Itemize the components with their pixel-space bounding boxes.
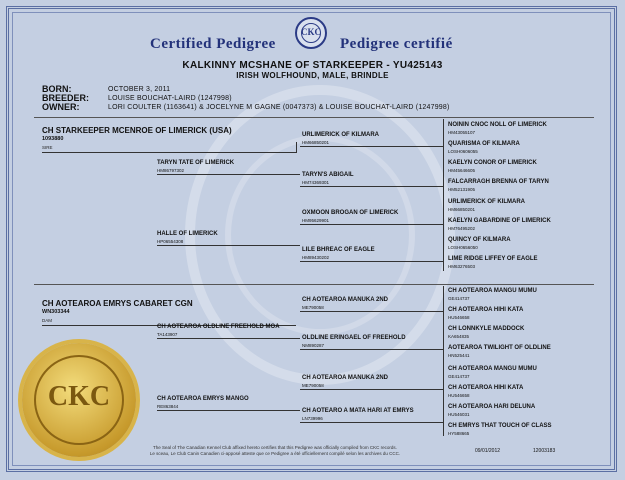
dam-gen4-3: CH LONNKYLE MADDOCK KA654835 [448, 326, 525, 339]
born-value: OCTOBER 3, 2011 [108, 86, 171, 93]
sire-sire: TARYN TATE OF LIMERICK HM86797302 [157, 160, 235, 173]
breeder-label: BREEDER: [42, 93, 90, 103]
sire-gen3-4: LILE BHREAC OF EAGLE HM89430202 [302, 247, 375, 260]
dam-sire: CH AOTEAROA OLDLINE FREEHOLD MOA TA143907 [157, 324, 280, 337]
dam-gen4-6: CH AOTEAROA HIHI KATA HU546658 [448, 385, 524, 398]
breeder-value: LOUISE BOUCHAT-LAIRD (1247998) [108, 95, 232, 102]
dam-role-label: DAM [42, 318, 52, 323]
sire-gen4-7: QUINCY OF KILMARA LOSH0656050 [448, 237, 511, 250]
dam-gen4-5: CH AOTEAROA MANGU MUMU GE414737 [448, 366, 537, 379]
dam-dam: CH AOTEAROA EMRYS MANGO RE863844 [157, 396, 249, 409]
born-label: BORN: [42, 84, 72, 94]
dam-gen4-8: CH EMRYS THAT TOUCH OF CLASS HY588665 [448, 423, 552, 436]
issue-date: 09/01/2012 [475, 448, 501, 454]
owner-value: LORI COULTER (1163641) & JOCELYNE M GAGNE (0047373) & LOUISE BOUCHAT-LAIRD (1247998) [108, 104, 450, 111]
separator-middle [34, 284, 594, 285]
title-en: Certified Pedigree [150, 36, 276, 52]
sire-gen3-3: OXMOON BROGAN OF LIMERICK HM95629901 [302, 210, 399, 223]
sire-gen4-6: KAELYN GABARDINE OF LIMERICK HM76495202 [448, 218, 551, 231]
dog-name-header: KALKINNY MCSHANE OF STARKEEPER - YU425143 [182, 60, 443, 71]
sire-gen4-3: KAELYN CONOR OF LIMERICK HM45646605 [448, 160, 537, 173]
certificate-number: 12003183 [533, 448, 556, 454]
sire-gen3-1: URLIMERICK OF KILMARA HM66850201 [302, 132, 379, 145]
dam-gen3-4: CH AOTEARO A MATA HARI AT EMRYS LN739996 [302, 408, 414, 421]
owner-label: OWNER: [42, 102, 80, 112]
dam-gen4-1: CH AOTEAROA MANGU MUMU GE414737 [448, 288, 537, 301]
gold-kennel-club-seal-icon: CKC [22, 343, 136, 457]
dam-gen4-2: CH AOTEAROA HIHI KATA HU546658 [448, 307, 524, 320]
dam-gen4-7: CH AOTEAROA HARI DELUNA HU546031 [448, 404, 536, 417]
sire-dam: HALLE OF LIMERICK HP06554308 [157, 231, 218, 244]
sire-role-label: SIRE [42, 145, 53, 150]
title-fr: Pedigree certifié [340, 36, 453, 52]
dam-gen3-2: OLDLINE ERINGAEL OF FREEHOLD NM890287 [302, 335, 406, 348]
sire-gen4-2: QUARISMA OF KILMARA LOSH0606055 [448, 141, 520, 154]
breed-line: IRISH WOLFHOUND, MALE, BRINDLE [236, 71, 389, 80]
separator-top [34, 117, 594, 118]
sire-gen4-1: NOININ CNOC NOLL OF LIMERICK HM43055107 [448, 122, 547, 135]
sire: CH STARKEEPER MCENROE OF LIMERICK (USA) 1093880 [42, 126, 232, 142]
sire-gen4-8: LIME RIDGE LIFFEY OF EAGLE HM63276503 [448, 256, 538, 269]
ckc-emblem-icon: CKC [295, 17, 327, 49]
sire-gen3-2: TARYN'S ABIGAIL HM74369301 [302, 172, 354, 185]
dam-gen4-4: AOTEAROA TWILIGHT OF OLDLINE HN525441 [448, 345, 551, 358]
sire-gen4-5: URLIMERICK OF KILMARA HM66850201 [448, 199, 525, 212]
dam: CH AOTEAROA EMRYS CABARET CGN WN303344 [42, 299, 193, 315]
sire-gen4-4: FALCARRAGH BRENNA OF TARYN HM52131905 [448, 179, 549, 192]
dam-gen3-3: CH AOTEAROA MANUKA 2ND ME790058 [302, 375, 388, 388]
footer-note: The Seal of The Canadian Kennel Club affixed hereto certifies that this Pedigree was officially compiled from CKC records. Le sceau, Le Club Canin Canadien ci-apposé atteste que ce Pedigree a été officiellement compilé selon les archives du CCC. [149, 445, 401, 456]
dam-gen3-1: CH AOTEAROA MANUKA 2ND ME790058 [302, 297, 388, 310]
